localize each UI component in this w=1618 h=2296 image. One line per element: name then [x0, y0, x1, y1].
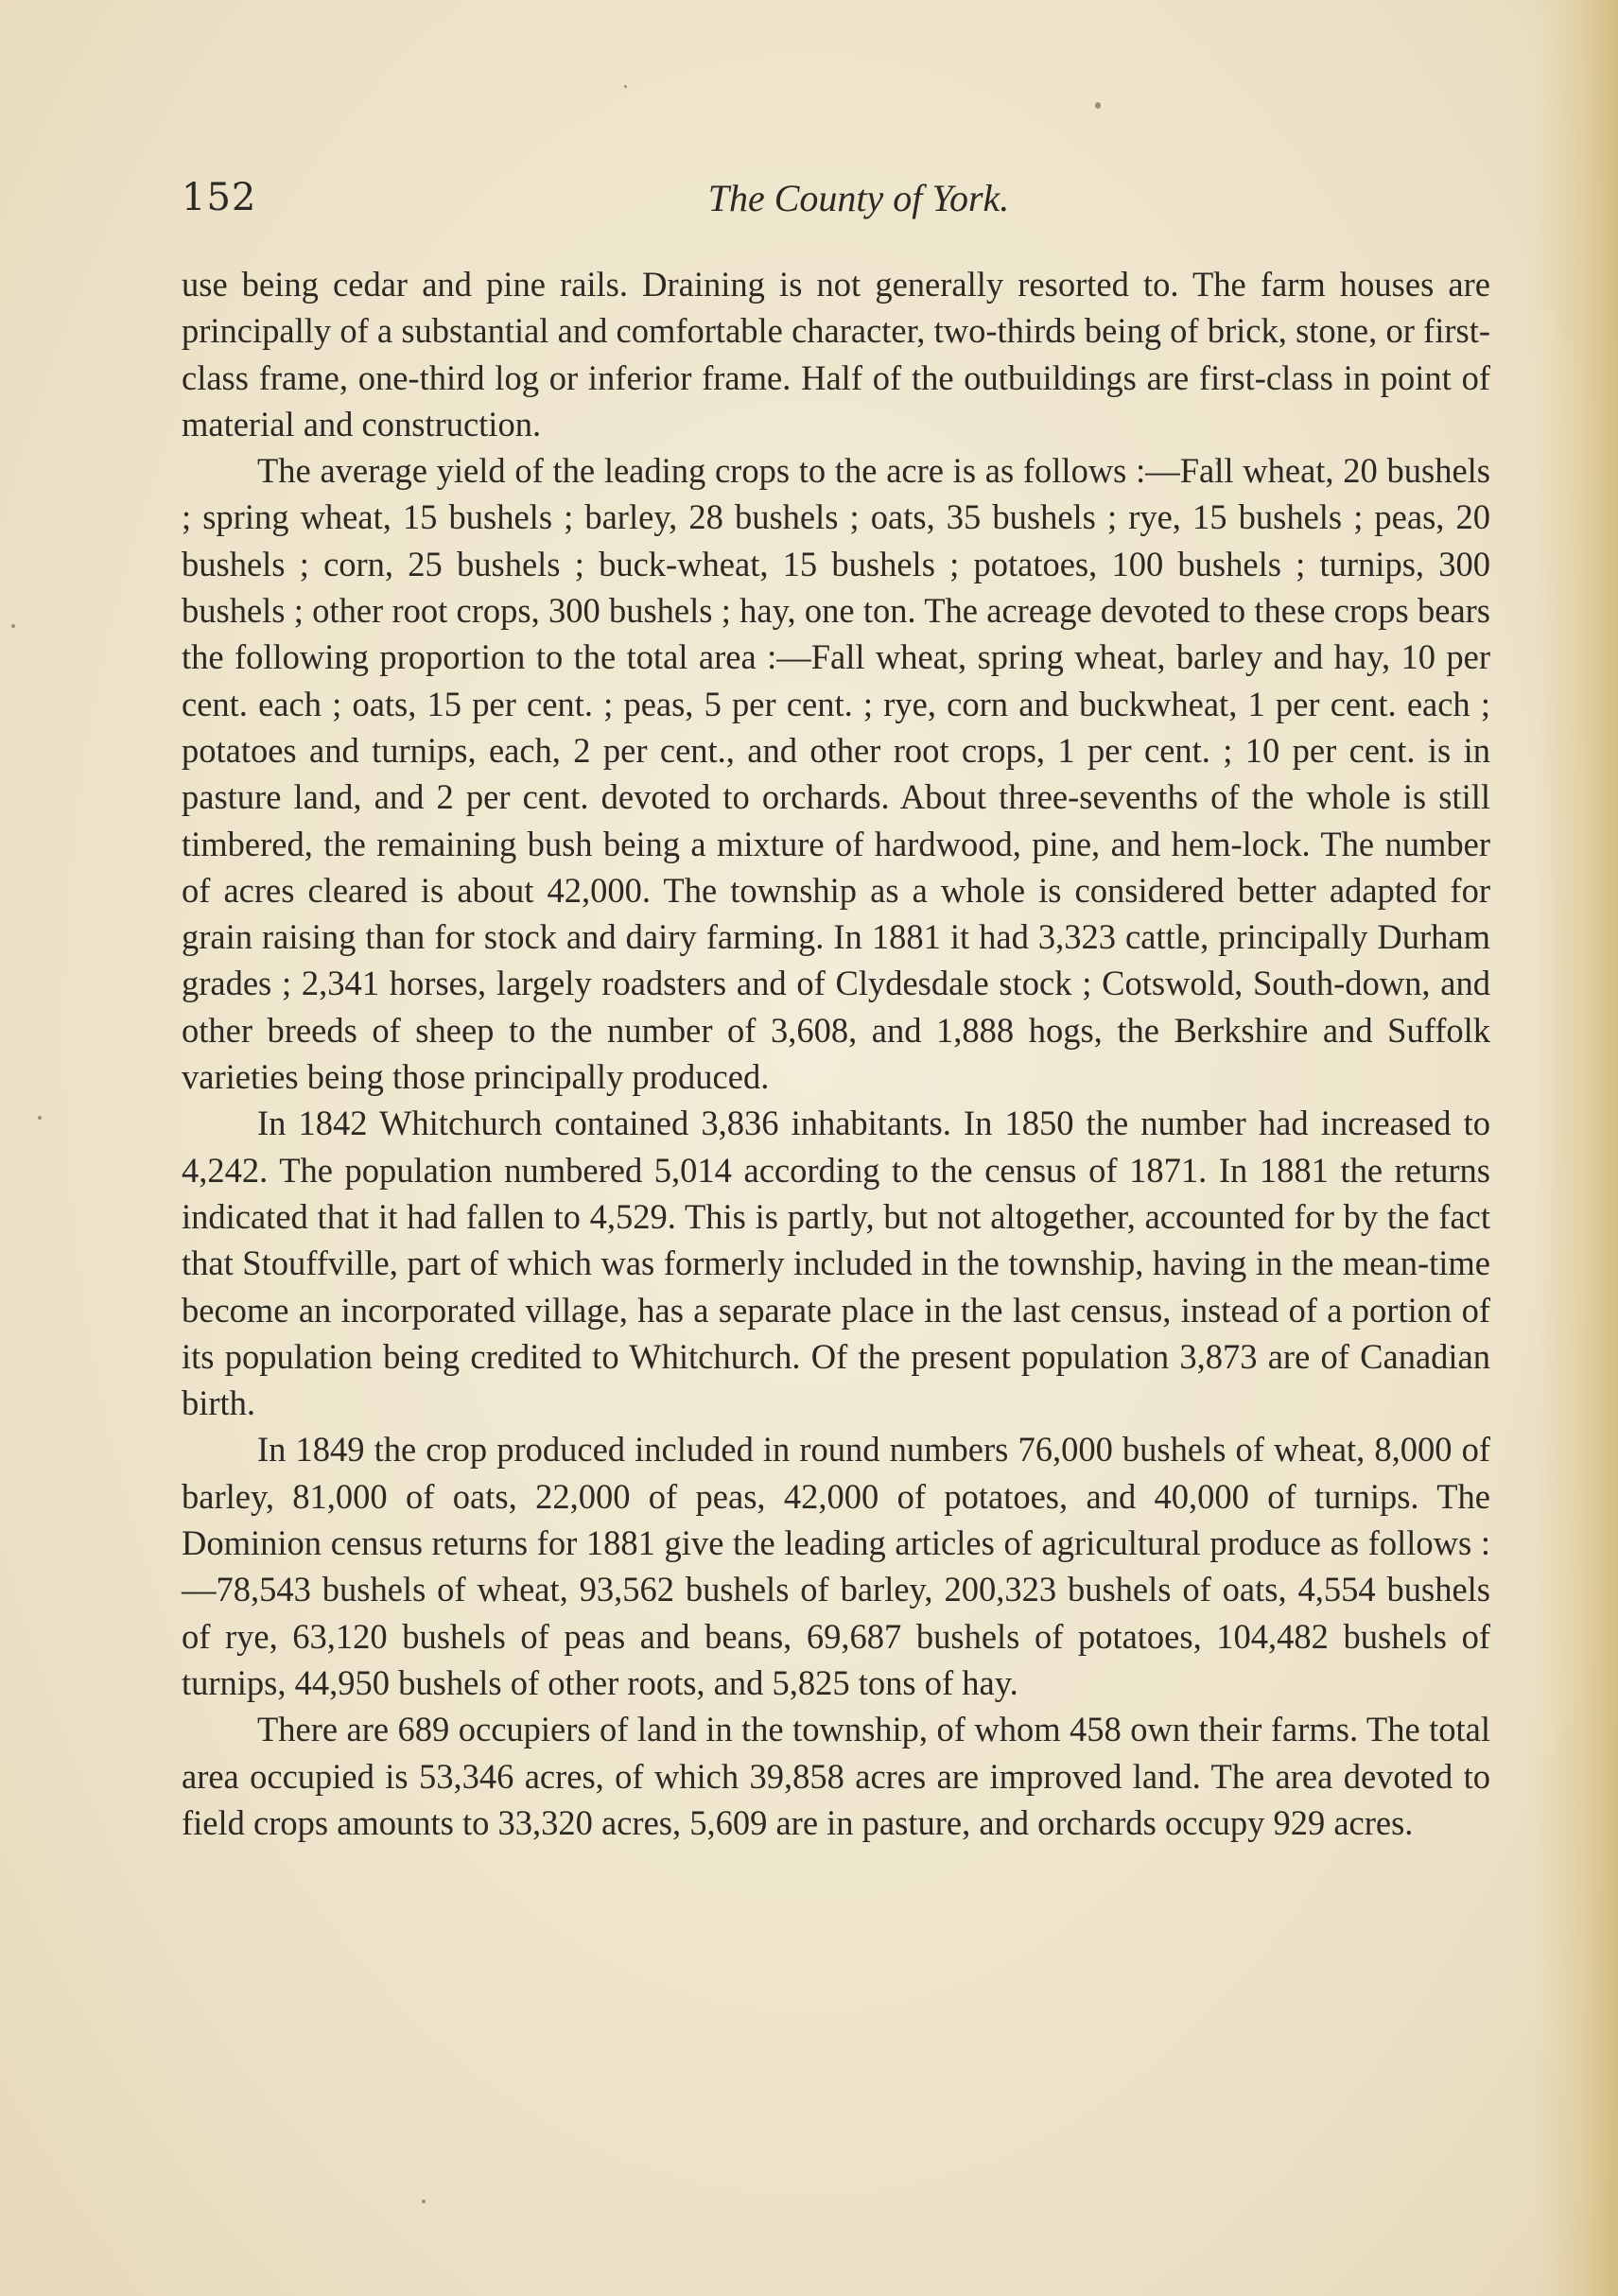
paper-speck	[38, 1116, 42, 1120]
paper-speck	[422, 2200, 426, 2203]
paper-speck	[11, 624, 15, 628]
running-title: The County of York.	[707, 177, 1010, 219]
paper-speck	[624, 85, 627, 88]
page-number: 152	[182, 176, 257, 219]
paragraph-produce: In 1849 the crop produced included in round numbers 76,000 bushels of wheat, 8,000 of barley, 81,000 of oats, 22,000 of peas, 42,000 of potatoes, and 40,000 of turnips. The Dominion census returns for 1881 give the leading articles of agricultural produce as follows :—78,543 bushels of wheat, 93,562 bushels of barley, 200,323 bushels of oats, 4,554 bushels of rye, 63,120 bushels of peas and beans, 69,687 bushels of potatoes, 104,482 bushels of turnips, 44,950 bushels of other roots, and 5,825 tons of hay.	[182, 1430, 1490, 1702]
paragraph-population: In 1842 Whitchurch contained 3,836 inhabitants. In 1850 the number had increased to 4,242. The population numbered 5,014 according to the census of 1871. In 1881 the returns indicated that it had fallen to 4,529. This is partly, but not altogether, accounted for by the fact that Stouffville, part of which was formerly included in the township, having in the mean-time become an incorporated village, has a separate place in the last census, instead of a portion of its population being credited to Whitchurch. Of the present population 3,873 are of Canadian birth.	[182, 1104, 1490, 1423]
paper-speck	[1095, 102, 1101, 109]
page-edge-shading	[1533, 0, 1618, 2296]
running-header	[182, 176, 1498, 233]
paragraph-occupiers: There are 689 occupiers of land in the township, of whom 458 own their farms. The total area occupied is 53,346 acres, of which 39,858 acres are improved land. The area devoted to field crops amounts to 33,320 acres, 5,609 are in pasture, and orchards occupy 929 acres.	[182, 1710, 1490, 1842]
paragraph-continued: use being cedar and pine rails. Draining is not generally resorted to. The farm houses are principally of a substantial and comfortable character, two-thirds being of brick, stone, or first-class frame, one-third log or inferior frame. Half of the outbuildings are first-class in point of material and construction.	[182, 265, 1490, 444]
paragraph-crop-yields: The average yield of the leading crops to the acre is as follows :—Fall wheat, 20 bushels ; spring wheat, 15 bushels ; barley, 28 bushels ; oats, 35 bushels ; rye, 15 bushels ; peas, 20 bushels ; corn, 25 bushels ; buck-wheat, 15 bushels ; potatoes, 100 bushels ; turnips, 300 bushels ; other root crops, 300 bushels ; hay, one ton. The acreage devoted to these crops bears the following proportion to the total area :—Fall wheat, spring wheat, barley and hay, 10 per cent. each ; oats, 15 per cent. ; peas, 5 per cent. ; rye, corn and buckwheat, 1 per cent. each ; potatoes and turnips, each, 2 per cent., and other root crops, 1 per cent. ; 10 per cent. is in pasture land, and 2 per cent. devoted to orchards. About three-sevenths of the whole is still timbered, the remaining bush being a mixture of hardwood, pine, and hem-lock. The number of acres cleared is about 42,000. The township as a whole is considered better adapted for grain raising than for stock and dairy farming. In 1881 it had 3,323 cattle, principally Durham grades ; 2,341 horses, largely roadsters and of Clydesdale stock ; Cotswold, South-down, and other breeds of sheep to the number of 3,608, and 1,888 hogs, the Berkshire and Suffolk varieties being those principally produced.	[182, 451, 1490, 1097]
body-text	[182, 261, 1490, 1846]
